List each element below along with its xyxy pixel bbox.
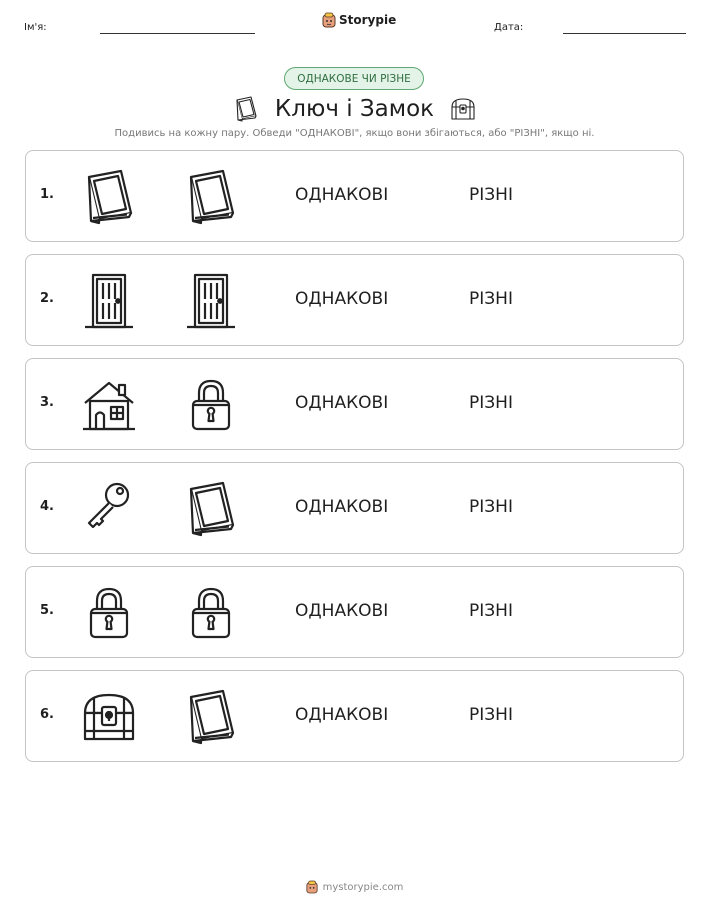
different-option[interactable]: РІЗНІ: [469, 601, 513, 621]
exercise-row: [25, 150, 684, 242]
storypie-mascot-icon: [306, 880, 318, 894]
same-option[interactable]: ОДНАКОВІ: [295, 289, 389, 309]
same-option[interactable]: ОДНАКОВІ: [295, 497, 389, 517]
row-number: 1.: [40, 187, 54, 202]
door-icon: [79, 271, 139, 331]
padlock-icon: [79, 583, 139, 643]
treasure-chest-icon: [79, 687, 139, 747]
padlock-icon: [181, 583, 241, 643]
title-row: [0, 91, 709, 127]
brand-logo: [322, 12, 396, 28]
house-icon: [79, 375, 139, 435]
same-option[interactable]: ОДНАКОВІ: [295, 393, 389, 413]
storypie-mascot-icon: [322, 12, 336, 28]
book-icon: [181, 167, 241, 227]
same-option[interactable]: ОДНАКОВІ: [295, 601, 389, 621]
name-line: [100, 33, 255, 34]
different-option[interactable]: РІЗНІ: [469, 393, 513, 413]
brand-name: Storypie: [339, 13, 397, 27]
row-number: 5.: [40, 603, 54, 618]
different-option[interactable]: РІЗНІ: [469, 289, 513, 309]
exercise-row: [25, 254, 684, 346]
key-icon: [79, 479, 139, 539]
book-icon: [79, 167, 139, 227]
door-icon: [181, 271, 241, 331]
footer: [0, 880, 709, 894]
treasure-chest-icon: [448, 94, 478, 124]
book-icon: [231, 94, 261, 124]
row-number: 3.: [40, 395, 54, 410]
padlock-icon: [181, 375, 241, 435]
row-number: 2.: [40, 291, 54, 306]
different-option[interactable]: РІЗНІ: [469, 185, 513, 205]
exercise-row: [25, 566, 684, 658]
instructions: Подивись на кожну пару. Обведи "ОДНАКОВІ", якщо вони збігаються, або "РІЗНІ", якщо ні.: [114, 128, 595, 139]
exercise-row: [25, 670, 684, 762]
row-number: 6.: [40, 707, 54, 722]
footer-site: mystorypie.com: [322, 881, 404, 893]
worksheet-type-badge: ОДНАКОВЕ ЧИ РІЗНЕ: [284, 67, 424, 90]
date-line: [563, 33, 686, 34]
worksheet-header: [0, 0, 709, 50]
page-title: Ключ і Замок: [274, 96, 435, 122]
exercise-row: [25, 462, 684, 554]
same-option[interactable]: ОДНАКОВІ: [295, 185, 389, 205]
different-option[interactable]: РІЗНІ: [469, 497, 513, 517]
name-label: Ім'я:: [24, 22, 47, 33]
book-icon: [181, 687, 241, 747]
book-icon: [181, 479, 241, 539]
same-option[interactable]: ОДНАКОВІ: [295, 705, 389, 725]
date-label: Дата:: [494, 22, 524, 33]
row-number: 4.: [40, 499, 54, 514]
exercise-row: [25, 358, 684, 450]
different-option[interactable]: РІЗНІ: [469, 705, 513, 725]
